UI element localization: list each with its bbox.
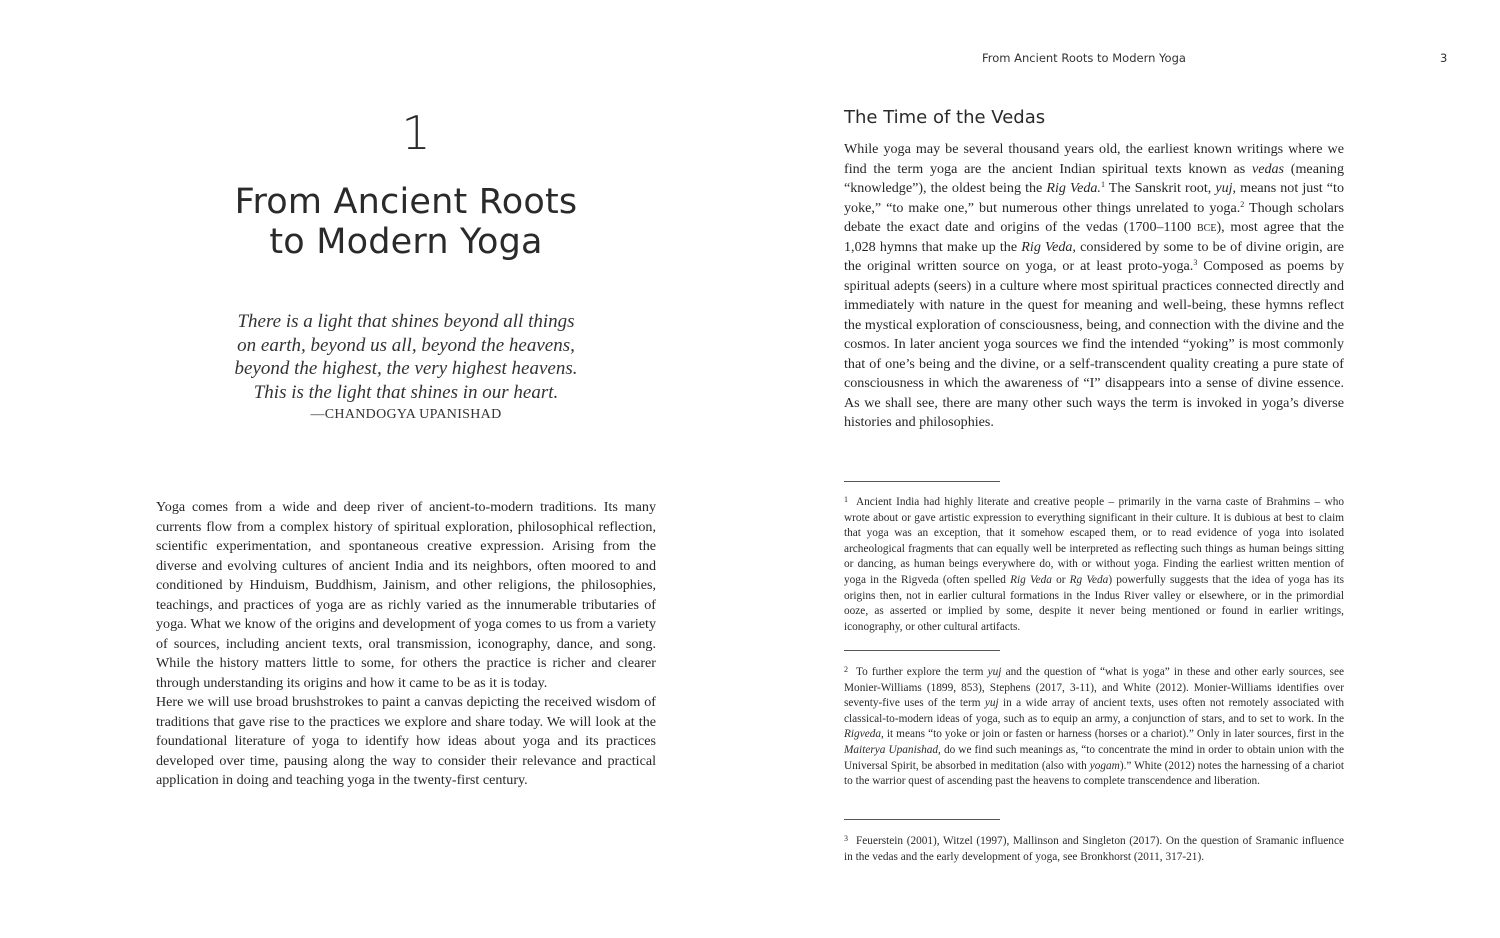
- footnote-mark: 2: [844, 665, 848, 674]
- text-run: Feuerstein (2001), Witzel (1997), Mallinson and Singleton (2017). On the question of Sramanic influence in the vedas and the early development of yoga, see Bronkhorst (2011, 317-21).: [844, 835, 1344, 863]
- footnote-2: [844, 662, 1344, 790]
- footnote-reference[interactable]: 1: [1100, 180, 1105, 189]
- page-number: 3: [1440, 51, 1448, 65]
- italic-term: yogam: [1089, 759, 1120, 772]
- footnote-3: [844, 831, 1344, 865]
- footnote-1: [844, 492, 1344, 635]
- chapter-number: 1: [401, 106, 431, 160]
- italic-term: Rig Veda,: [1021, 238, 1076, 255]
- text-run: and the question of “what is yoga” in these and other early sources, see Monier-Williams (1899, 853), Stephens (2017, 3-11), and White (2012). Monier-Williams identifies over seventy-five uses of the term: [844, 666, 1344, 710]
- italic-term: yuj: [987, 666, 1002, 678]
- epigraph: [200, 310, 612, 426]
- text-run: ) powerfully suggests that the idea of yoga has its origins then, not in earlier cultural formations in the Indus River valley or elsewhere, or in the primordial ooze, as asserted or implied by some, despite it never being mentioned or found in earlier writings, iconography, or other cultural artifacts.: [844, 573, 1344, 633]
- text-run: While yoga may be several thousand years old, the earliest known writings where we find the term yoga are the ancient Indian spiritual texts known as: [844, 141, 1344, 177]
- italic-term: vedas: [1251, 160, 1285, 177]
- text-run: ), most agree that the 1,028 hymns that make up the: [844, 219, 1344, 255]
- footnote-divider: [844, 819, 1000, 820]
- small-caps-term: bce: [1196, 219, 1217, 235]
- epigraph-source: —CHANDOGYA UPANISHAD: [310, 407, 502, 422]
- footnote-divider: [844, 481, 1000, 482]
- text-run: ).” White (2012) notes the harnessing of a chariot to the warrior quest of ascending past the heavens to complete transcendence and liberation.: [844, 759, 1344, 788]
- body-paragraph: [844, 140, 1344, 433]
- text-run: Ancient India had highly literate and creative people – primarily in the varna caste of Brahmins – who wrote about or gave artistic expression to everything significant in their culture. It is dubious at best to claim that yoga was an exception, that it somehow escaped them, or to read evidence of yoga into isolated archeological fragments that can equally well be interpreted as reflecting such things as human beings sitting or dancing, as human beings everywhere do, with or without yoga. Finding the earliest written mention of yoga in the Rigveda (often spelled: [844, 496, 1344, 586]
- footnote-mark: 1: [844, 495, 848, 504]
- text-run: do we find such meanings as, “to concentrate the mind in order to obtain union with the Universal Spirit, be absorbed in meditation (also with: [844, 743, 1344, 772]
- text-run: means not just “to yoke,” “to make one,” but numerous other things unrelated to yoga.: [844, 180, 1344, 216]
- epigraph-line: There is a light that shines beyond all things: [237, 311, 575, 332]
- epigraph-line: on earth, beyond us all, beyond the heavens,: [237, 334, 575, 356]
- italic-term: yuj: [984, 697, 999, 710]
- footnote-divider: [844, 650, 1000, 651]
- footnote-reference[interactable]: 3: [1193, 258, 1198, 267]
- chapter-title-line-1: From Ancient Roots: [234, 182, 578, 222]
- text-run: Though scholars debate the exact date and origins of the vedas (1700–1100: [844, 199, 1344, 235]
- text-run: Composed as poems by spiritual adepts (seers) in a culture where most spiritual practices connected directly and immediately with nature in the quest for meaning and well-being, these hymns reflect the mystical exploration of consciousness, being, and connection with the divine and the cosmos. In later ancient yoga sources we find the intended “yoking” is most commonly that of one’s being and the divine, or a self-transcendent quality creating a pure state of consciousness in which the awareness of “I” disappears into a sense of divine essence. As we shall see, there are many other such ways the term is invoked in yoga’s diverse histories and philosophies.: [844, 258, 1345, 430]
- text-run: or: [1051, 573, 1070, 586]
- chapter-title: [150, 182, 662, 262]
- footnote-mark: 3: [844, 834, 848, 843]
- text-run: (meaning “knowledge”), the oldest being the: [844, 160, 1345, 196]
- italic-term: Rig Veda: [1010, 573, 1052, 586]
- section-heading: The Time of the Vedas: [844, 107, 1046, 128]
- text-run: in a wide array of ancient texts, uses often not remotely associated with classical-to-modern ideas of yoga, such as to equip an army, a conjunction of stars, and to set to work. In the: [844, 697, 1344, 725]
- body-paragraph: Yoga comes from a wide and deep river of ancient-to-modern traditions. Its many currents flow from a complex history of spiritual exploration, philosophical reflection, scientific experimentation, and spontaneous creative expression. Arising from the diverse and evolving cultures of ancient India and its neighbors, often moored to and conditioned by Hinduism, Buddhism, Jainism, and other religions, the philosophies, teachings, and practices of yoga are as richly varied as the innumerable tributaries of yoga. What we know of the origins and development of yoga comes to us from a variety of sources, including ancient texts, oral transmission, iconography, dance, and song. While the history matters little to some, for others the practice is richer and clearer through understanding its origins and how it came to be as it is today.: [156, 499, 656, 691]
- chapter-title-line-2: to Modern Yoga: [269, 222, 543, 262]
- italic-term: Rig Veda.: [1046, 180, 1101, 196]
- chapter-intro-text: [156, 498, 656, 791]
- text-run: considered by some to be of divine origin, are the original written source on yoga, or at least proto-yoga.: [844, 238, 1345, 274]
- italic-term: Rigveda,: [844, 728, 884, 741]
- footnote-reference[interactable]: 2: [1240, 199, 1245, 209]
- text-run: it means “to yoke or join or fasten or harness (horses or a chariot).” Only in later sources, first in the: [883, 728, 1344, 741]
- running-head: From Ancient Roots to Modern Yoga: [982, 51, 1186, 65]
- epigraph-line: beyond the highest, the very highest heavens.: [234, 358, 578, 379]
- epigraph-line: This is the light that shines in our heart.: [253, 381, 559, 403]
- text-run: The Sanskrit root,: [1104, 180, 1216, 196]
- italic-term: Maiterya Upanishad,: [844, 743, 941, 756]
- italic-term: yuj,: [1215, 180, 1237, 196]
- body-paragraph: Here we will use broad brushstrokes to paint a canvas depicting the received wisdom of traditions that gave rise to the practices we explore and share today. We will look at the foundational literature of yoga to identify how ideas about yoga and its practices developed over time, pausing along the way to consider their relevance and practical application in doing and teaching yoga in the twenty-first century.: [156, 694, 656, 788]
- italic-term: Rg Veda: [1069, 573, 1109, 586]
- text-run: To further explore the term: [856, 666, 988, 678]
- section-body-text: [844, 140, 1344, 433]
